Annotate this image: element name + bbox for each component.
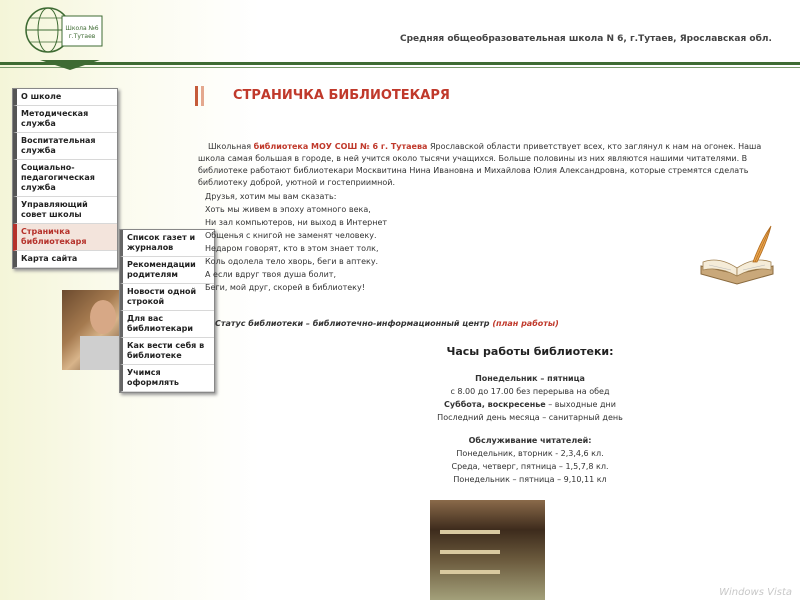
hours-schedule bbox=[260, 372, 800, 486]
sidebar-item-educational[interactable]: Воспитательная служба bbox=[13, 133, 117, 160]
logo-tail-decoration bbox=[40, 60, 100, 70]
open-book-icon bbox=[697, 222, 777, 292]
logo-text: Школа №6 bbox=[65, 25, 99, 32]
sidebar-item-social[interactable]: Социально-педагогическая служба bbox=[13, 160, 117, 197]
header-divider-thin bbox=[0, 67, 800, 68]
library-status: Статус библиотеки – библиотечно-информационный центр (план работы) bbox=[215, 319, 559, 328]
librarian-submenu bbox=[119, 229, 215, 393]
header-divider bbox=[0, 62, 800, 65]
poem-line: Беги, мой друг, скорей в библиотеку! bbox=[205, 283, 365, 292]
submenu-item-news[interactable]: Новости одной строкой bbox=[120, 284, 214, 311]
poem-line: Коль одолела тело хворь, беги в аптеку. bbox=[205, 257, 379, 266]
submenu-item-for-librarians[interactable]: Для вас библиотекари bbox=[120, 311, 214, 338]
weekend-line: Суббота, воскресенье – выходные дни bbox=[444, 400, 616, 409]
submenu-item-behavior[interactable]: Как вести себя в библиотеке bbox=[120, 338, 214, 365]
heading-accent-bar bbox=[195, 86, 198, 106]
library-photo bbox=[430, 500, 545, 600]
sidebar-item-about[interactable]: О школе bbox=[13, 89, 117, 106]
poem-line: А если вдруг твоя душа болит, bbox=[205, 270, 336, 279]
header bbox=[0, 0, 800, 60]
weekdays-time: с 8.00 до 17.00 без перерыва на обед bbox=[450, 387, 610, 396]
service-line: Понедельник, вторник - 2,3,4,6 кл. bbox=[456, 449, 604, 458]
poem-line: Друзья, хотим мы вам сказать: bbox=[205, 192, 337, 201]
sanitary-day: Последний день месяца – санитарный день bbox=[437, 413, 623, 422]
sidebar-nav bbox=[12, 88, 118, 269]
weekdays-label: Понедельник – пятница bbox=[475, 374, 585, 383]
hours-title: Часы работы библиотеки: bbox=[446, 345, 614, 358]
sidebar-item-librarian[interactable]: Страничка библиотекаря bbox=[13, 224, 117, 251]
service-line: Понедельник – пятница – 9,10,11 кл bbox=[453, 475, 607, 484]
work-plan-link[interactable]: (план работы) bbox=[492, 319, 559, 328]
poem-line: Недаром говорят, кто в этом знает толк, bbox=[205, 244, 379, 253]
submenu-item-formatting[interactable]: Учимся оформлять bbox=[120, 365, 214, 392]
page-title: СТРАНИЧКА БИБЛИОТЕКАРЯ bbox=[233, 88, 450, 103]
librarian-photo bbox=[62, 290, 122, 370]
sidebar-item-council[interactable]: Управляющий совет школы bbox=[13, 197, 117, 224]
heading-accent-bar-light bbox=[201, 86, 204, 106]
windows-watermark: Windows Vista bbox=[719, 587, 792, 598]
poem-line: Общенья с книгой не заменят человеку. bbox=[205, 231, 377, 240]
sidebar-item-methodical[interactable]: Методическая служба bbox=[13, 106, 117, 133]
school-title: Средняя общеобразовательная школа N 6, г.Тутаев, Ярославская обл. bbox=[400, 34, 772, 44]
intro-paragraph: Школьная библиотека МОУ СОШ № 6 г. Тутаева Ярославской области приветствует всех, кто заглянул к нам на огонек. Наша школа самая большая в городе, в ней учится около тысячи учащихся. Больше половины из них являются нашими читателями. В библиотеке работают библиотекари Москвитина Нина Ивановна и Михайлова Юлия Александровна, которые стремятся сделать библиотеку доброй, уютной и гостеприимной. bbox=[198, 142, 762, 187]
sidebar-item-sitemap[interactable]: Карта сайта bbox=[13, 251, 117, 268]
library-link[interactable]: библиотека МОУ СОШ № 6 г. Тутаева bbox=[253, 142, 428, 151]
submenu-item-newspapers[interactable]: Список газет и журналов bbox=[120, 230, 214, 257]
service-line: Среда, четверг, пятница – 1,5,7,8 кл. bbox=[451, 462, 609, 471]
svg-text:г.Тутаев: г.Тутаев bbox=[68, 33, 96, 40]
submenu-item-parents[interactable]: Рекомендации родителям bbox=[120, 257, 214, 284]
school-logo[interactable] bbox=[24, 4, 116, 56]
poem bbox=[205, 190, 387, 294]
poem-line: Ни зал компьютеров, ни выход в Интернет bbox=[205, 218, 388, 227]
poem-line: Хоть мы живем в эпоху атомного века, bbox=[205, 205, 371, 214]
service-title: Обслуживание читателей: bbox=[468, 436, 592, 445]
